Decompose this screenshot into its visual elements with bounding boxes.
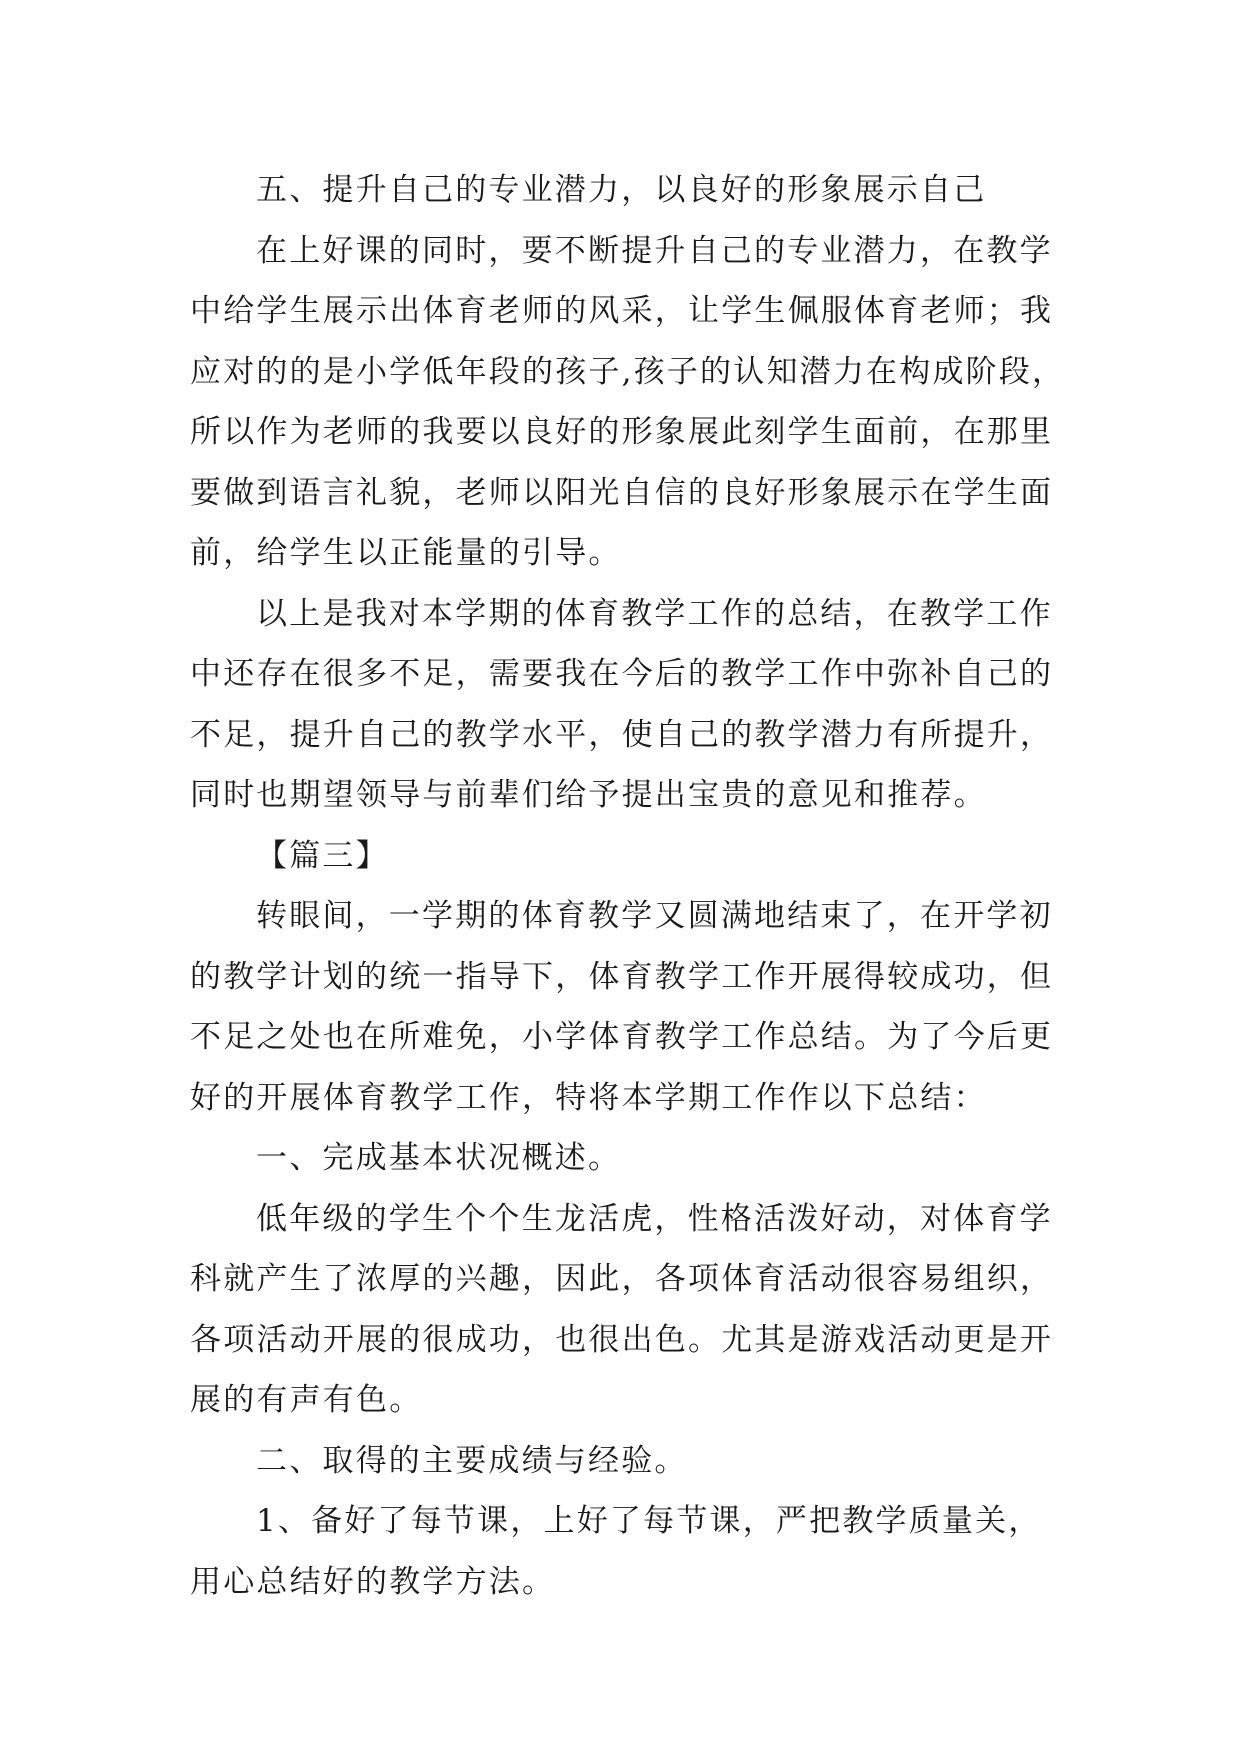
paragraph-line: 科就产生了浓厚的兴趣，因此，各项体育活动很容易组织， bbox=[190, 1261, 1054, 1297]
paragraph-line: 中给学生展示出体育老师的风采，让学生佩服体育老师；我 bbox=[190, 293, 1054, 329]
paragraph-line: 应对的的是小学低年段的孩子,孩子的认知潜力在构成阶段， bbox=[190, 353, 1066, 390]
article-heading: 【篇三】 bbox=[256, 837, 389, 874]
paragraph-line: 用心总结好的教学方法。 bbox=[190, 1563, 556, 1600]
paragraph-line: 中还存在很多不足，需要我在今后的教学工作中弥补自己的 bbox=[190, 656, 1054, 692]
paragraph-line: 不足，提升自己的教学水平，使自己的教学潜力有所提升， bbox=[190, 716, 1054, 753]
paragraph-line: 所以作为老师的我要以良好的形象展此刻学生面前，在那里 bbox=[190, 414, 1054, 450]
paragraph-line: 以上是我对本学期的体育教学工作的总结，在教学工作 bbox=[256, 595, 1053, 632]
document-body bbox=[190, 160, 1090, 1612]
paragraph-line: 1、备好了每节课，上好了每节课，严把教学质量关， bbox=[256, 1503, 1042, 1539]
paragraph-line: 在上好课的同时，要不断提升自己的专业潜力，在教学 bbox=[256, 232, 1053, 269]
paragraph-line: 转眼间，一学期的体育教学又圆满地结束了，在开学初 bbox=[256, 898, 1053, 934]
section-heading: 二、取得的主要成绩与经验。 bbox=[256, 1442, 688, 1479]
paragraph-line: 要做到语言礼貌，老师以阳光自信的良好形象展示在学生面 bbox=[190, 474, 1054, 511]
paragraph-line: 好的开展体育教学工作，特将本学期工作作以下总结： bbox=[190, 1079, 987, 1116]
paragraph-line: 低年级的学生个个生龙活虎，性格活泼好动，对体育学 bbox=[256, 1200, 1053, 1237]
paragraph-line: 展的有声有色。 bbox=[190, 1382, 423, 1418]
paragraph-line: 同时也期望领导与前辈们给予提出宝贵的意见和推荐。 bbox=[190, 777, 987, 813]
paragraph-line: 不足之处也在所难免，小学体育教学工作总结。为了今后更 bbox=[190, 1019, 1054, 1055]
paragraph-line: 的教学计划的统一指导下，体育教学工作开展得较成功，但 bbox=[190, 958, 1054, 995]
section-heading: 五、提升自己的专业潜力，以良好的形象展示自己 bbox=[256, 172, 987, 208]
section-heading: 一、完成基本状况概述。 bbox=[256, 1140, 622, 1176]
paragraph-line: 各项活动开展的很成功，也很出色。尤其是游戏活动更是开 bbox=[190, 1321, 1054, 1358]
paragraph-line: 前，给学生以正能量的引导。 bbox=[190, 535, 622, 571]
